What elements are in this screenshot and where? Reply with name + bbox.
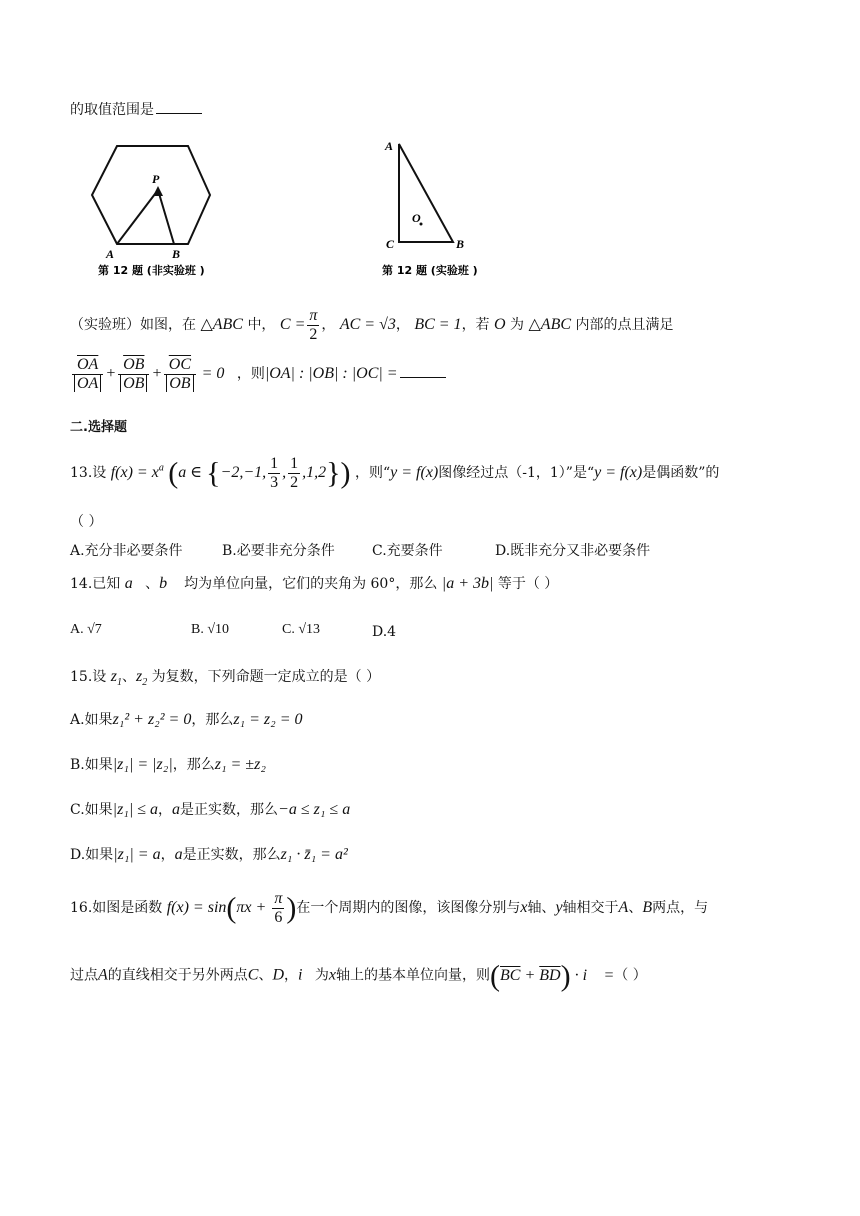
q12-cond1: C = $\frac{\pi}{2}$ [279, 307, 318, 343]
q12-triangle: △ABC [200, 316, 243, 334]
fig2-label-o: O [412, 211, 421, 225]
q16-c: C [247, 966, 259, 984]
q12-mid2: ，若 [461, 317, 490, 334]
q15-mid: 、 [121, 669, 136, 685]
q15-option-d: D.如果|z₁| = a，a是正实数，那么z₁ · z̄₁ = a² [70, 846, 348, 863]
q12-prefix: （实验班）如图，在 [70, 317, 196, 334]
q16-line1 [70, 890, 708, 927]
q14-option-a: A. √7 [70, 622, 102, 637]
q14-head: 14.已知 [70, 576, 121, 592]
q14-option-b: B. √10 [191, 622, 230, 637]
q14-vec-b: b⃗ [159, 575, 180, 592]
q16-t5: 两点，与 [652, 900, 709, 917]
fig2-label-b: B [456, 237, 465, 251]
q16-l2e: 为 [314, 967, 329, 984]
hexagon-figure [80, 140, 230, 280]
q14-option-d: D.4 [372, 624, 397, 640]
q16-l2a: 过点 [70, 967, 98, 984]
q12-cond2: AC = √3 [339, 316, 396, 334]
q13-option-b: B.必要非充分条件 [222, 543, 335, 559]
q16-y: y [555, 899, 563, 917]
q16-t3: 轴相交于 [562, 900, 619, 917]
q12-mid1: 中， [247, 317, 276, 334]
q13-option-a: A.充分非必要条件 [70, 543, 183, 559]
q14-abs: |a + 3b| [441, 575, 494, 592]
q15-option-c: C.如果|z₁| ≤ a，a是正实数，那么−a ≤ z₁ ≤ a [70, 801, 351, 818]
q13-mid: ，则“ [354, 465, 391, 482]
q16-x2: x [328, 966, 337, 984]
answer-blank [156, 101, 202, 114]
q14-option-c: C. √13 [282, 622, 321, 637]
q16-expr: $(\overline{BC} + \overline{BD})$ · i⃗ = [490, 959, 615, 992]
fig1-caption: 第 12 题 (非实验班 ) [98, 264, 205, 277]
range-text: 的取值范围是 [70, 102, 154, 118]
q15-option-b: B.如果|z₁| = |z₂|，那么z₁ = ±z₂ [70, 756, 266, 773]
q15-head: 15.设 [70, 669, 107, 685]
q12-cond3: BC = 1 [414, 316, 462, 334]
triangle-figure [380, 136, 510, 280]
fig2-label-c: C [386, 237, 395, 251]
q14-mid2: 均为单位向量，它们的夹角为 60°，那么 [184, 576, 438, 592]
fig2-caption: 第 12 题 (实验班 ) [382, 264, 478, 277]
q12-tail-line [70, 101, 202, 119]
q12-ratio: |OA| : |OB| : |OC| = [264, 365, 398, 383]
q12-mid3: 为 [510, 317, 525, 334]
q13-stmt1: y = f(x) [390, 464, 439, 482]
q16-t4: 、 [628, 900, 643, 917]
q12-vector-sum: $\frac{\overline{OA}}{OA}$ + $\frac{\overline{OB}}{OB}$ + $\frac{\overline{OC}}{OB}$ [70, 365, 202, 382]
q13-m1: 图像经过点（-1，1）”是“ [438, 465, 595, 482]
q16-t1: 在一个周期内的图像，该图像分别与 [296, 900, 521, 917]
q16-l2d: ， [284, 967, 299, 984]
q12-vector-eq: = 0⃗ [201, 365, 237, 383]
q16-paren: （ ） [614, 967, 647, 984]
q13-head: 13.设 [70, 465, 107, 482]
q12-triangle2: △ABC [528, 316, 572, 334]
q13-stmt2: y = f(x) [594, 464, 643, 482]
fig1-label-a: A [106, 247, 115, 261]
q13-m2: 是偶函数”的 [642, 465, 720, 482]
q16-func: f(x) = sin(πx + $\frac{\pi}{6}$ ) [166, 890, 297, 926]
q16-l2c: 、 [258, 967, 273, 984]
q14-tail: 等于（ ） [497, 576, 559, 592]
fig2-label-a: A [385, 139, 394, 153]
q14-vec-a: a⃗ [124, 575, 146, 592]
q12-answer-blank [400, 365, 446, 378]
q16-t2: 轴、 [527, 900, 556, 917]
q16-l2-a: A [98, 966, 108, 984]
q12-line1: （实验班）如图，在 △ABC 中， C = $\frac{\pi}{2}$ ， AC = √3， BC = 1，若 O 为 △ABC 内部的点且满足 [70, 307, 674, 343]
q15-line [70, 667, 380, 689]
q13-paren: （ ） [70, 514, 103, 530]
q15-z2: $z_2$ [135, 668, 148, 689]
q15-option-a: A.如果z₁² + z₂² = 0，那么z₁ = z₂ = 0 [70, 711, 303, 728]
q13-line1 [70, 455, 719, 492]
q16-a: A [618, 899, 629, 917]
q12-point-o: O [494, 316, 506, 334]
q12-tail: 内部的点且满足 [575, 317, 674, 334]
q16-head: 16.如图是函数 [70, 900, 163, 917]
q15-z1: $z_1$ [110, 668, 122, 689]
q16-l2b: 的直线相交于另外两点 [107, 967, 248, 984]
section-heading: 二.选择题 [70, 420, 127, 435]
q14-mid1: 、 [145, 576, 160, 592]
q16-line2 [70, 958, 647, 994]
q16-d: D [272, 966, 285, 984]
q14-line [70, 574, 558, 593]
q16-l2f: 轴上的基本单位向量，则 [336, 967, 491, 984]
q13-option-c: C.充要条件 [372, 543, 443, 559]
q13-option-d: D.既非充分又非必要条件 [495, 543, 651, 559]
q16-i: i⃗ [298, 966, 315, 984]
q16-x: x [520, 899, 528, 917]
fig1-label-b: B [172, 247, 181, 261]
fig1-label-p: P [152, 172, 160, 186]
q13-set: (a ∈ {−2,−1, $\frac{1}{3}$ , $\frac{1}{2}$ ,1,2}) [168, 455, 351, 491]
q16-b: B [642, 899, 653, 917]
q15-tail: 为复数，下列命题一定成立的是（ ） [151, 669, 381, 685]
q12-line2 [70, 356, 446, 393]
q12-then: ，则 [236, 366, 265, 383]
q13-func: $f(x) = x^a$ [110, 462, 164, 482]
